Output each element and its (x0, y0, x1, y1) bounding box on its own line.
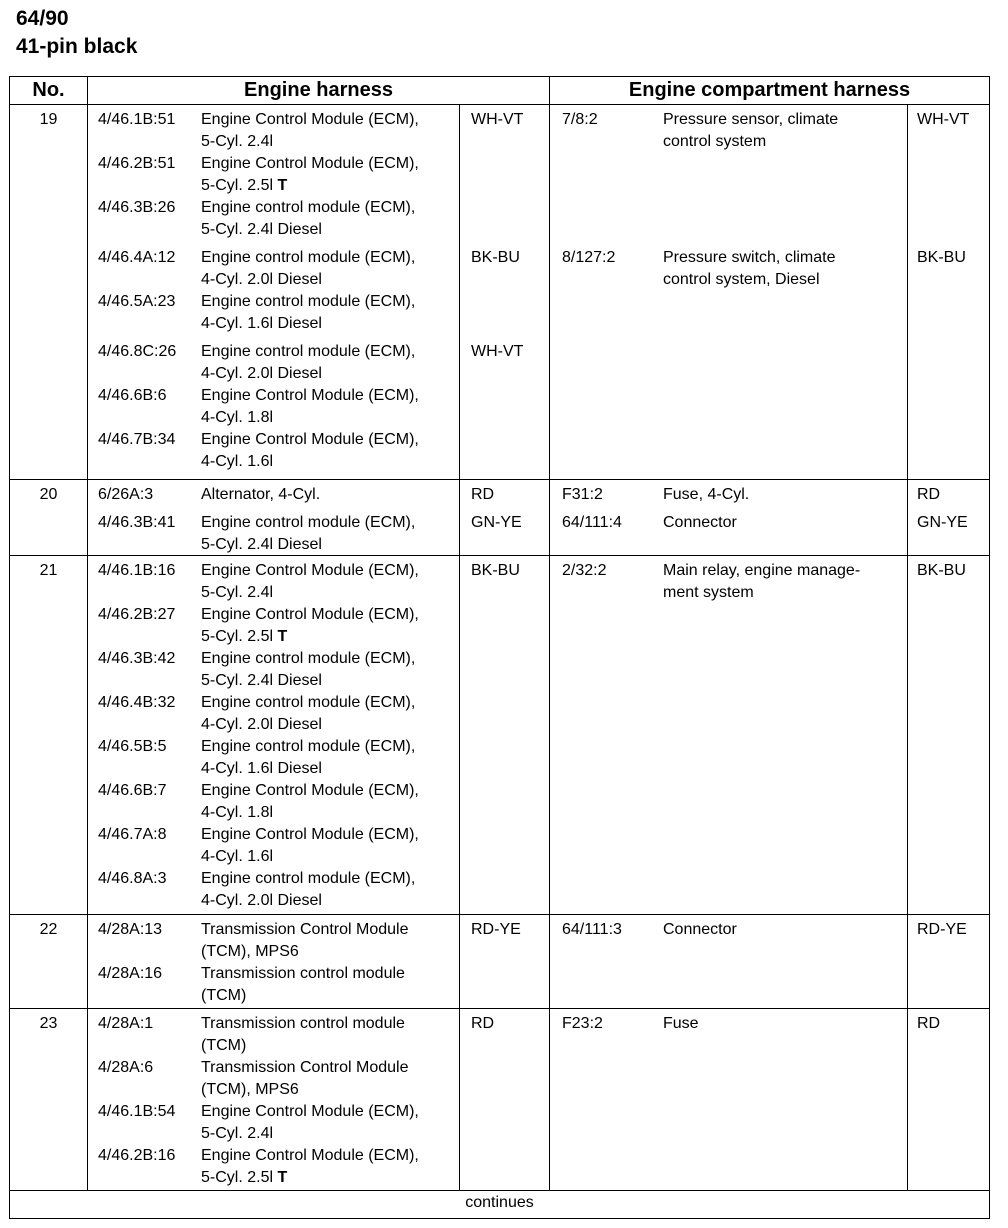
engine-component-desc-line2 (201, 670, 322, 692)
row-number: 23 (39, 1015, 58, 1032)
engine-pin-code: 4/46.2B:16 (98, 1147, 176, 1164)
engine-component-variant: 4-Cyl. 1.6l Diesel (201, 760, 322, 777)
engine-pin-code: 4/46.2B:27 (98, 606, 176, 623)
compartment-pin-code: 64/111:3 (562, 921, 622, 938)
engine-component-variant: 5-Cyl. 2.5l (201, 1169, 274, 1186)
row-divider (10, 479, 989, 480)
engine-component-desc: Engine Control Module (ECM), (201, 782, 419, 799)
engine-pin-code: 4/46.1B:51 (98, 111, 176, 128)
engine-component-variant: 5-Cyl. 2.4l (201, 584, 274, 601)
engine-component-desc-line2 (201, 534, 322, 556)
engine-pin-code: 4/46.4B:32 (98, 694, 176, 711)
engine-wire-color: RD (471, 486, 495, 503)
engine-component-desc: Engine Control Module (ECM), (201, 1103, 419, 1120)
compartment-wire-color: GN-YE (917, 514, 968, 531)
compartment-pin-code: 7/8:2 (562, 111, 598, 128)
compartment-pin-code: F31:2 (562, 486, 603, 503)
engine-component-variant: 4-Cyl. 1.6l Diesel (201, 315, 322, 332)
engine-component-desc-line2 (201, 714, 322, 736)
continues-note: continues (465, 1194, 534, 1211)
engine-component-desc: Transmission control module (201, 1015, 405, 1032)
engine-component-desc-line2 (201, 758, 322, 780)
row-number: 22 (39, 921, 58, 938)
engine-pin-code: 6/26A:3 (98, 486, 154, 503)
row-divider (10, 104, 989, 105)
engine-wire-color: BK-BU (471, 249, 520, 266)
engine-wire-color: BK-BU (471, 562, 520, 579)
engine-pin-code: 4/46.7B:34 (98, 431, 176, 448)
engine-component-desc-line2 (201, 890, 322, 912)
engine-variant-suffix: T (277, 1169, 288, 1186)
compartment-component-desc: Fuse (663, 1015, 699, 1032)
engine-component-desc-line2 (201, 626, 287, 648)
engine-component-desc: Engine control module (ECM), (201, 199, 416, 216)
engine-component-desc: Engine control module (ECM), (201, 293, 416, 310)
row-divider (10, 1190, 989, 1191)
connector-title: 41-pin black (16, 35, 138, 58)
compartment-wire-color: WH-VT (917, 111, 970, 128)
engine-component-desc: Engine Control Module (ECM), (201, 431, 419, 448)
engine-component-desc: Transmission Control Module (201, 921, 409, 938)
engine-component-desc-line2 (201, 846, 273, 868)
compartment-wire-color: BK-BU (917, 249, 966, 266)
engine-component-desc-line2 (201, 941, 299, 963)
engine-component-desc: Engine control module (ECM), (201, 870, 416, 887)
engine-component-desc: Engine control module (ECM), (201, 738, 416, 755)
engine-pin-code: 4/46.5A:23 (98, 293, 176, 310)
row-number: 20 (39, 486, 58, 503)
engine-component-desc-line2 (201, 1123, 273, 1145)
engine-pin-code: 4/46.1B:16 (98, 562, 176, 579)
compartment-component-desc: Fuse, 4-Cyl. (663, 486, 750, 503)
col-divider (549, 77, 550, 1190)
compartment-pin-code: F23:2 (562, 1015, 603, 1032)
engine-component-variant: 5-Cyl. 2.4l (201, 133, 274, 150)
engine-component-desc: Engine Control Module (ECM), (201, 155, 419, 172)
engine-component-variant: (TCM), MPS6 (201, 1081, 299, 1098)
engine-wire-color: RD-YE (471, 921, 521, 938)
compartment-wire-color: BK-BU (917, 562, 966, 579)
engine-component-desc-line2 (201, 1167, 287, 1189)
engine-component-desc-line2 (201, 219, 322, 241)
engine-component-variant: 4-Cyl. 2.0l Diesel (201, 716, 322, 733)
row-number: 19 (39, 111, 58, 128)
engine-component-variant: 5-Cyl. 2.4l Diesel (201, 221, 322, 238)
engine-component-variant: 4-Cyl. 1.6l (201, 848, 274, 865)
engine-pin-code: 4/46.2B:51 (98, 155, 176, 172)
engine-component-desc-line2 (201, 175, 287, 197)
engine-pin-code: 4/46.3B:26 (98, 199, 176, 216)
engine-pin-code: 4/28A:16 (98, 965, 163, 982)
row-divider (10, 1008, 989, 1009)
engine-pin-code: 4/46.7A:8 (98, 826, 167, 843)
engine-component-desc: Engine Control Module (ECM), (201, 1147, 419, 1164)
engine-component-desc: Engine control module (ECM), (201, 249, 416, 266)
col-divider (459, 105, 460, 1190)
engine-pin-code: 4/46.3B:41 (98, 514, 176, 531)
engine-component-desc: Engine control module (ECM), (201, 650, 416, 667)
compartment-wire-color: RD-YE (917, 921, 967, 938)
connector-table (9, 76, 990, 1219)
engine-pin-code: 4/46.1B:54 (98, 1103, 176, 1120)
engine-component-desc-line2 (201, 1079, 299, 1101)
compartment-pin-code: 8/127:2 (562, 249, 616, 266)
compartment-pin-code: 2/32:2 (562, 562, 607, 579)
engine-component-desc: Engine Control Module (ECM), (201, 826, 419, 843)
header-no: No. (32, 79, 65, 101)
compartment-component-desc: Pressure switch, climate (663, 249, 836, 266)
compartment-component-desc: Main relay, engine manage- (663, 562, 861, 579)
engine-component-desc: Engine Control Module (ECM), (201, 562, 419, 579)
col-divider (907, 105, 908, 1190)
engine-pin-code: 4/28A:13 (98, 921, 163, 938)
engine-component-desc-line2 (201, 313, 322, 335)
engine-component-desc-line2 (201, 451, 273, 473)
engine-component-desc-line2 (201, 131, 273, 153)
engine-pin-code: 4/28A:6 (98, 1059, 154, 1076)
engine-variant-suffix: T (277, 177, 288, 194)
engine-component-desc-line2 (201, 269, 322, 291)
engine-component-desc: Transmission Control Module (201, 1059, 409, 1076)
engine-wire-color: RD (471, 1015, 495, 1032)
engine-component-desc: Engine Control Module (ECM), (201, 387, 419, 404)
engine-component-variant: 4-Cyl. 1.6l (201, 453, 274, 470)
engine-component-variant: 5-Cyl. 2.4l Diesel (201, 672, 322, 689)
engine-wire-color: WH-VT (471, 343, 524, 360)
row-divider (10, 914, 989, 915)
col-divider (87, 77, 88, 1190)
engine-pin-code: 4/28A:1 (98, 1015, 154, 1032)
compartment-component-desc-line2: control system (663, 133, 767, 150)
engine-component-variant: 4-Cyl. 2.0l Diesel (201, 365, 322, 382)
compartment-component-desc: Connector (663, 514, 737, 531)
engine-pin-code: 4/46.3B:42 (98, 650, 176, 667)
engine-component-desc-line2 (201, 407, 273, 429)
engine-component-variant: 5-Cyl. 2.4l (201, 1125, 274, 1142)
engine-component-desc: Engine Control Module (ECM), (201, 606, 419, 623)
engine-component-desc-line2 (201, 1035, 246, 1057)
engine-component-variant: (TCM), MPS6 (201, 943, 299, 960)
engine-component-variant: 5-Cyl. 2.4l Diesel (201, 536, 322, 553)
compartment-component-desc: Connector (663, 921, 737, 938)
engine-component-variant: 4-Cyl. 1.8l (201, 804, 274, 821)
engine-component-desc-line2 (201, 985, 246, 1007)
engine-pin-code: 4/46.8A:3 (98, 870, 167, 887)
engine-component-desc-line2 (201, 802, 273, 824)
engine-component-desc-line2 (201, 363, 322, 385)
engine-component-variant: (TCM) (201, 987, 247, 1004)
engine-component-desc: Engine control module (ECM), (201, 514, 416, 531)
compartment-component-desc: Pressure sensor, climate (663, 111, 839, 128)
header-compartment-harness: Engine compartment harness (628, 79, 911, 101)
engine-component-desc-line2 (201, 582, 273, 604)
engine-component-desc: Engine control module (ECM), (201, 694, 416, 711)
engine-component-variant: 5-Cyl. 2.5l (201, 628, 274, 645)
engine-pin-code: 4/46.6B:6 (98, 387, 167, 404)
compartment-pin-code: 64/111:4 (562, 514, 622, 531)
engine-component-desc: Alternator, 4-Cyl. (201, 486, 321, 503)
row-divider (10, 555, 989, 556)
engine-variant-suffix: T (277, 628, 288, 645)
compartment-wire-color: RD (917, 486, 941, 503)
compartment-component-desc-line2: ment system (663, 584, 754, 601)
engine-pin-code: 4/46.5B:5 (98, 738, 167, 755)
compartment-component-desc-line2: control system, Diesel (663, 271, 820, 288)
engine-component-variant: 4-Cyl. 2.0l Diesel (201, 271, 322, 288)
engine-component-variant: 4-Cyl. 2.0l Diesel (201, 892, 322, 909)
engine-component-variant: 4-Cyl. 1.8l (201, 409, 274, 426)
page-reference: 64/90 (16, 7, 69, 30)
engine-wire-color: GN-YE (471, 514, 522, 531)
compartment-wire-color: RD (917, 1015, 941, 1032)
engine-component-desc: Transmission control module (201, 965, 405, 982)
engine-component-variant: 5-Cyl. 2.5l (201, 177, 274, 194)
engine-wire-color: WH-VT (471, 111, 524, 128)
engine-pin-code: 4/46.4A:12 (98, 249, 176, 266)
engine-pin-code: 4/46.6B:7 (98, 782, 167, 799)
row-number: 21 (39, 562, 58, 579)
header-engine-harness: Engine harness (244, 79, 393, 101)
engine-pin-code: 4/46.8C:26 (98, 343, 177, 360)
engine-component-desc: Engine Control Module (ECM), (201, 111, 419, 128)
engine-component-variant: (TCM) (201, 1037, 247, 1054)
engine-component-desc: Engine control module (ECM), (201, 343, 416, 360)
